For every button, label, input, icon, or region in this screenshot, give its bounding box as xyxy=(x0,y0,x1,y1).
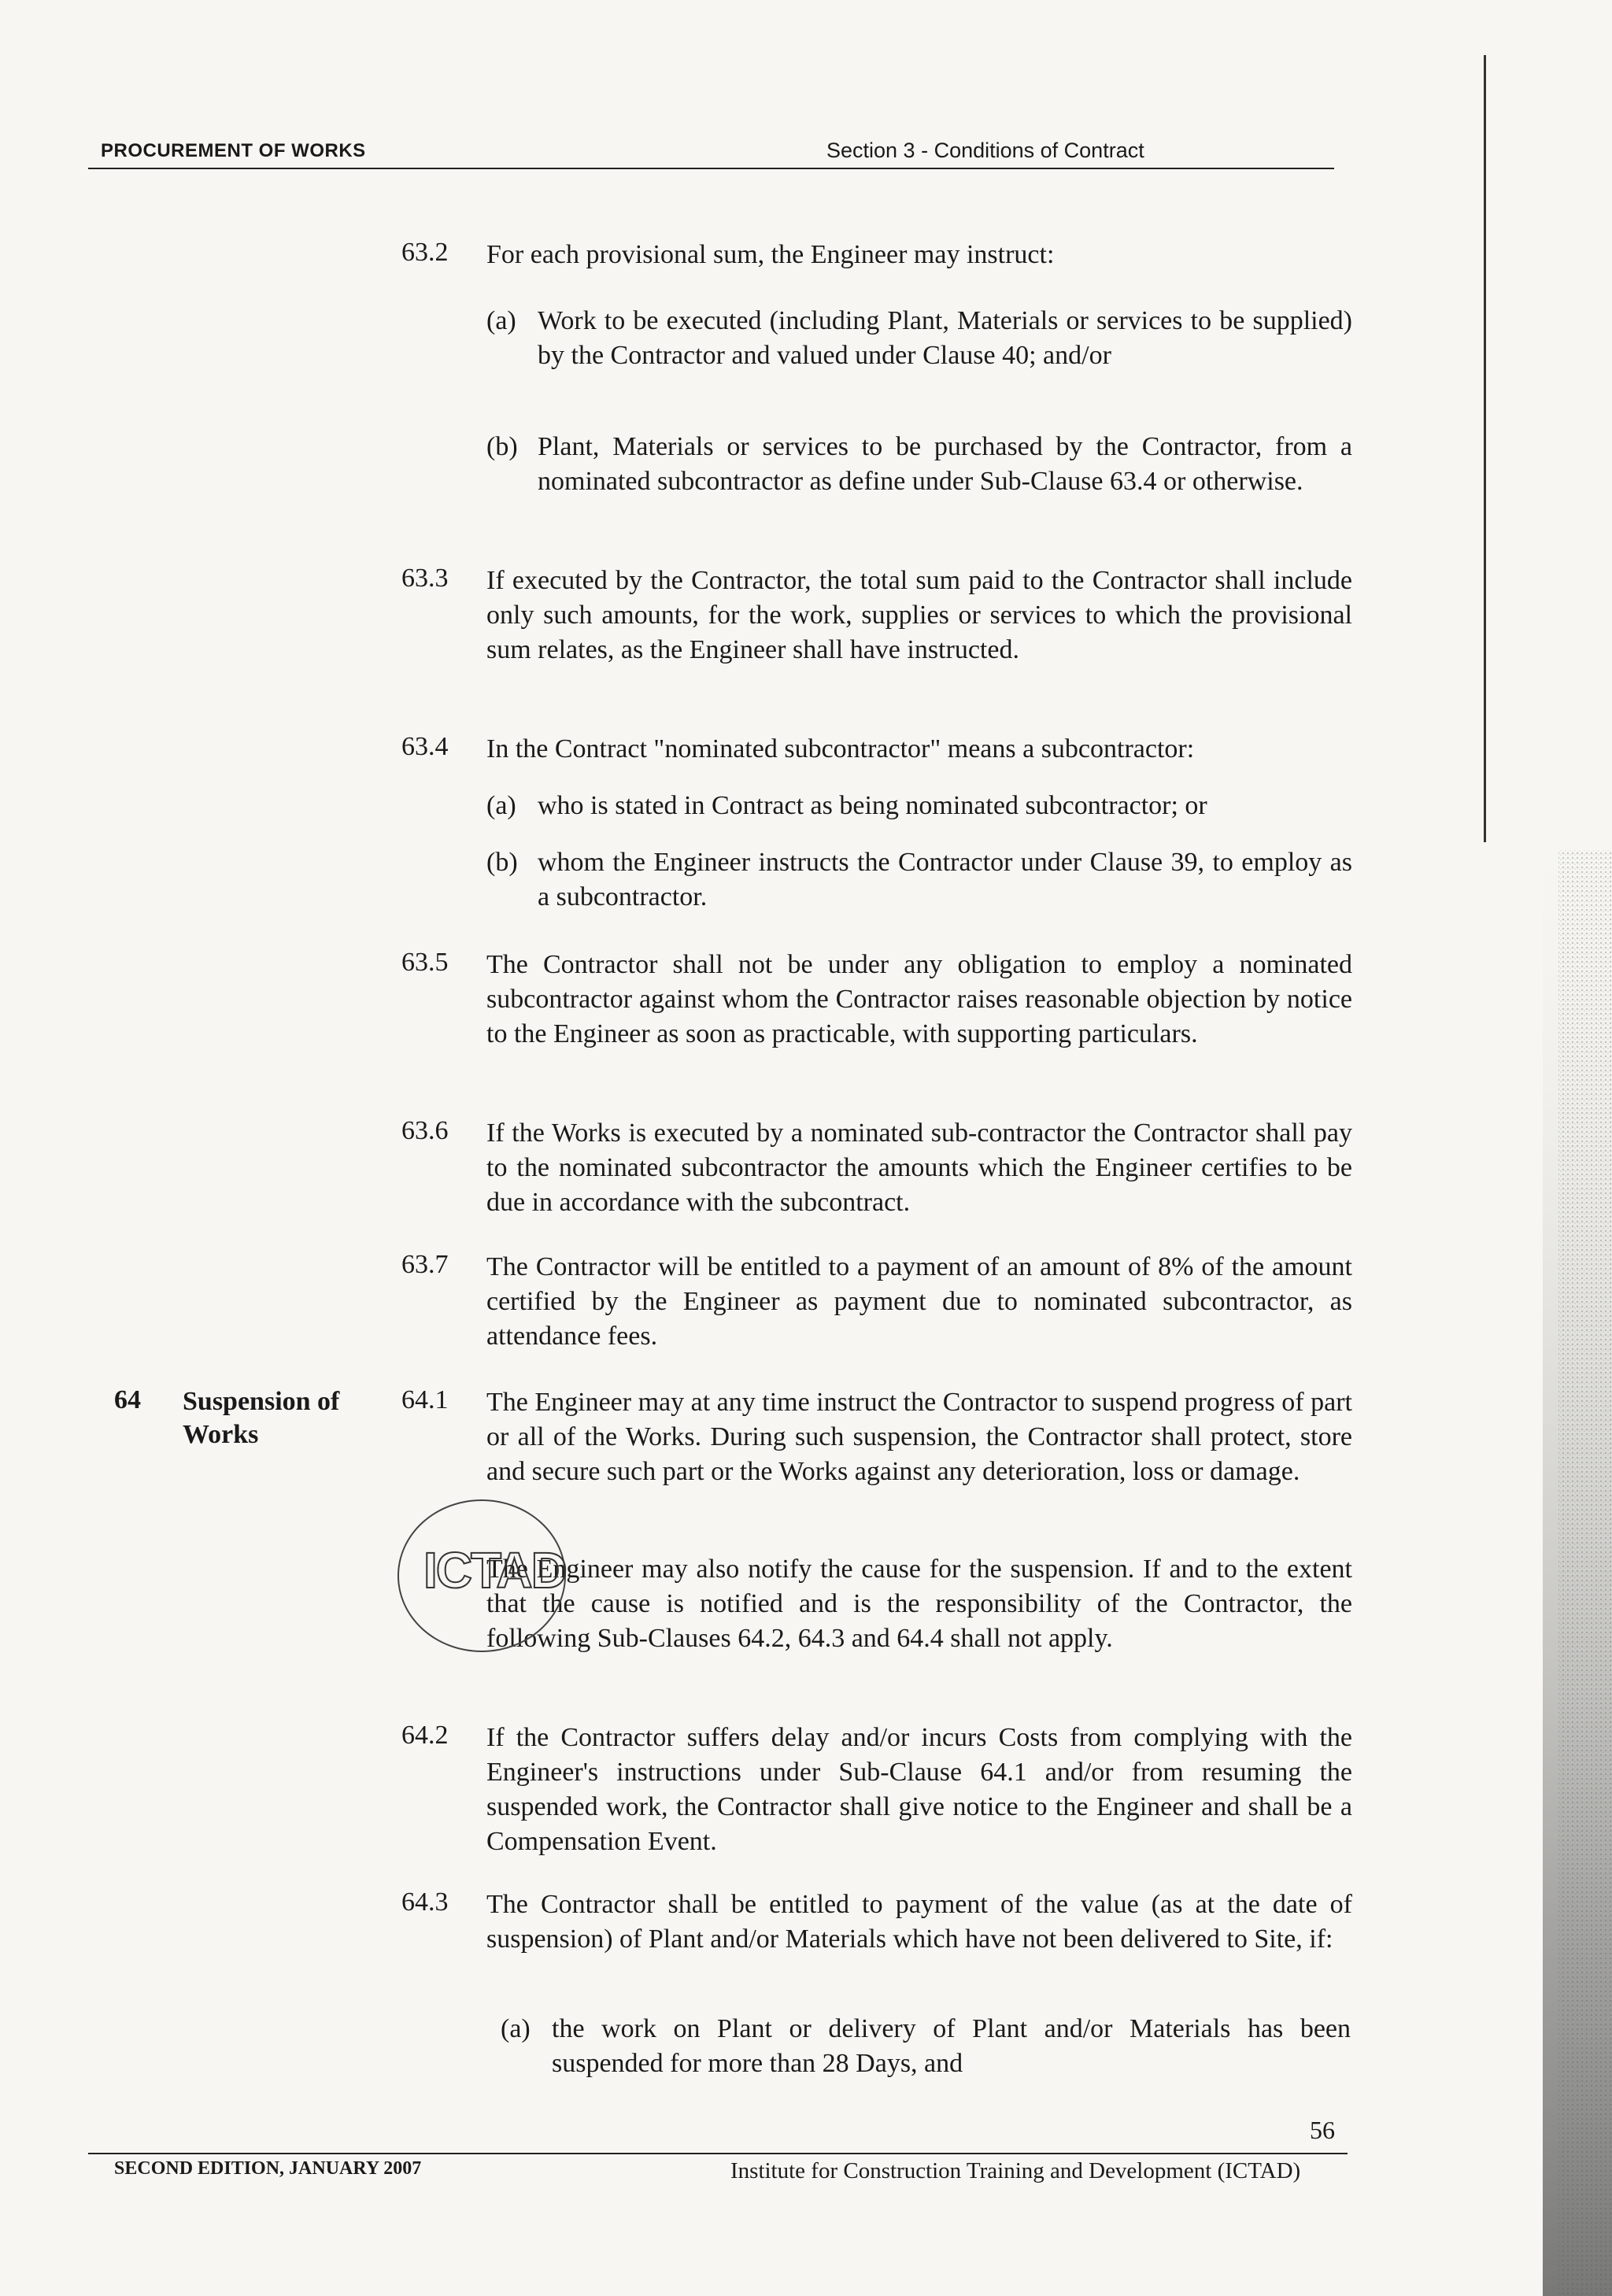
sub-item xyxy=(501,2012,1351,2081)
sub-item-label: (b) xyxy=(486,848,518,877)
sub-item xyxy=(486,845,1352,915)
para-text-continued: The Engineer may also notify the cause for the suspension. If and to the extent that the cause is notified and is the responsibility of the Contractor, the following Sub-Clauses 64.2, 64.3 and 64.4 shall not apply. xyxy=(486,1555,1352,1653)
para-number: 64.3 xyxy=(401,1887,449,1917)
sub-item-text: who is stated in Contract as being nominated subcontractor; or xyxy=(538,791,1207,820)
sub-item-label: (a) xyxy=(486,306,516,335)
para-number: 63.3 xyxy=(401,564,449,593)
sub-item-text: Plant, Materials or services to be purchased by the Contractor, from a nominated subcontractor as define under Sub-Clause 63.4 or otherwise. xyxy=(538,432,1352,496)
sub-item xyxy=(486,430,1352,534)
para-text: The Engineer may at any time instruct the Contractor to suspend progress of part or all of the Works. During such suspension, the Contractor shall protect, store and secure such part or the Works against any deterioration, loss or damage. xyxy=(486,1388,1352,1486)
para-text: For each provisional sum, the Engineer may instruct: xyxy=(486,240,1055,269)
sub-item-label: (a) xyxy=(501,2014,531,2043)
sub-item-label: (a) xyxy=(486,791,516,820)
para-text: The Contractor will be entitled to a payment of an amount of 8% of the amount certified by the Engineer as payment due to nominated subcontractor, as attendance fees. xyxy=(486,1252,1352,1351)
clause-number: 64 xyxy=(114,1385,141,1414)
sub-item xyxy=(486,304,1352,408)
para-number: 63.5 xyxy=(401,948,449,977)
para-text: The Contractor shall be entitled to payment of the value (as at the date of suspension) of Plant and/or Materials which have not been delivered to Site, if: xyxy=(486,1890,1352,1954)
footer-left: SECOND EDITION, JANUARY 2007 xyxy=(114,2158,422,2179)
para-text: The Contractor shall not be under any obligation to employ a nominated subcontractor against whom the Contractor raises reasonable objection by notice to the Engineer as soon as practicable, with supporting particulars. xyxy=(486,950,1352,1048)
para-number: 64.1 xyxy=(401,1385,449,1414)
footer-right: Institute for Construction Training and Development (ICTAD) xyxy=(730,2158,1301,2183)
clause-title: Suspension of Works xyxy=(183,1387,340,1449)
header-right: Section 3 - Conditions of Contract xyxy=(826,139,1144,162)
para-number: 63.7 xyxy=(401,1250,449,1279)
para-number: 64.2 xyxy=(401,1721,449,1750)
sub-item-text: the work on Plant or delivery of Plant and/or Materials has been suspended for more than 28 Days, and xyxy=(552,2014,1351,2078)
footer-rule xyxy=(88,2153,1348,2154)
sub-item-text: whom the Engineer instructs the Contractor under Clause 39, to employ as a subcontractor. xyxy=(538,848,1352,911)
sub-item-text: Work to be executed (including Plant, Materials or services to be supplied) by the Contractor and valued under Clause 40; and/or xyxy=(538,306,1352,370)
para-text: If the Works is executed by a nominated sub-contractor the Contractor shall pay to the nominated subcontractor the amounts which the Engineer certifies to be due in accordance with the subcontract. xyxy=(486,1118,1352,1217)
page-number: 56 xyxy=(1310,2116,1335,2144)
ictad-stamp-text: ICTAD xyxy=(423,1542,566,1599)
para-number: 63.6 xyxy=(401,1116,449,1145)
para-text: If executed by the Contractor, the total sum paid to the Contractor shall include only such amounts, for the work, supplies or services to which the provisional sum relates, as the Engineer shall have instructed. xyxy=(486,566,1352,664)
para-number: 63.2 xyxy=(401,238,449,267)
para-text: In the Contract "nominated subcontractor" means a subcontractor: xyxy=(486,734,1195,763)
sub-item-label: (b) xyxy=(486,432,518,461)
para-text: If the Contractor suffers delay and/or incurs Costs from complying with the Engineer's instructions under Sub-Clause 64.1 and/or from resuming the suspended work, the Contractor shall give notice to the Engineer and shall be a Compensation Event. xyxy=(486,1723,1352,1856)
header-left: PROCUREMENT OF WORKS xyxy=(101,140,366,161)
para-number: 63.4 xyxy=(401,732,449,761)
scan-edge-noise xyxy=(1472,63,1612,2296)
header-rule xyxy=(88,168,1334,169)
sub-item xyxy=(486,789,1352,823)
